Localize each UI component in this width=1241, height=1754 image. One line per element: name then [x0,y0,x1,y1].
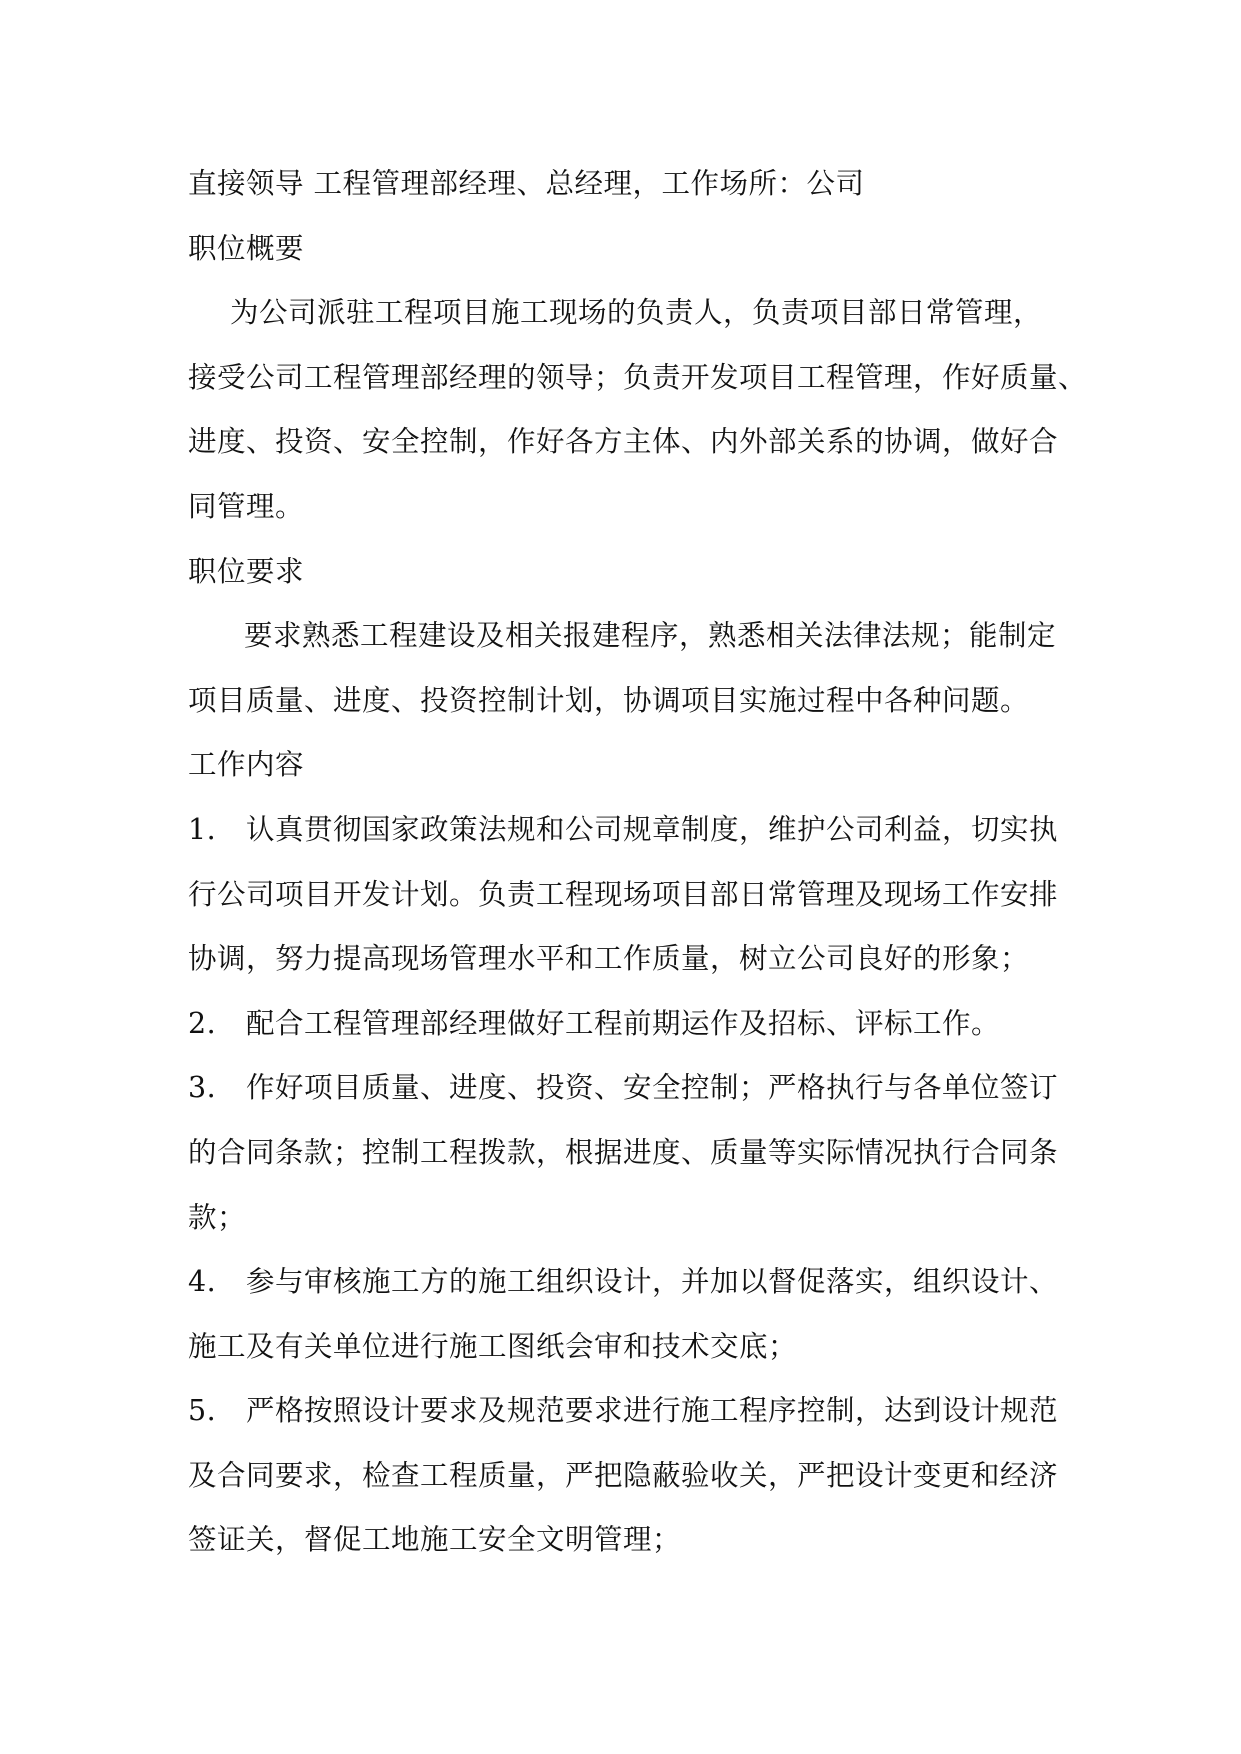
duty-text: 配合工程管理部经理做好工程前期运作及招标、评标工作。 [246,1006,1001,1040]
section-heading-requirements: 职位要求 [188,554,305,588]
item-number: 1. [188,812,217,846]
item-number: 4. [188,1265,217,1299]
item-number: 2. [188,1006,217,1040]
duty-item-3 [188,1056,1068,1121]
section-heading-duties: 工作内容 [188,748,305,782]
summary-paragraph-line: 接受公司工程管理部经理的领导；负责开发项目工程管理，作好质量、 [188,360,1088,394]
duty-item-1-continued: 行公司项目开发计划。负责工程现场项目部日常管理及现场工作安排 [188,877,1059,911]
section-heading-summary: 职位概要 [188,231,305,265]
item-number: 5. [188,1394,217,1428]
duty-item-3-continued: 款； [188,1200,247,1234]
duty-text: 认真贯彻国家政策法规和公司规章制度，维护公司利益，切实执 [246,812,1059,846]
duty-item-3-continued: 的合同条款；控制工程拨款，根据进度、质量等实际情况执行合同条 [188,1135,1059,1169]
duty-text: 作好项目质量、进度、投资、安全控制；严格执行与各单位签订 [246,1071,1059,1105]
item-number: 3. [188,1071,217,1105]
summary-paragraph-line: 同管理。 [188,489,305,523]
duty-item-4-continued: 施工及有关单位进行施工图纸会审和技术交底； [188,1329,798,1363]
duty-item-5 [188,1379,1068,1444]
duty-text: 严格按照设计要求及规范要求进行施工程序控制，达到设计规范 [246,1394,1059,1428]
reporting-line: 直接领导 工程管理部经理、总经理，工作场所：公司 [188,167,865,200]
duty-item-4 [188,1250,1068,1315]
duty-item-5-continued: 及合同要求，检查工程质量，严把隐蔽验收关，严把设计变更和经济 [188,1458,1059,1492]
duty-item-2 [188,992,1068,1057]
document-body [188,152,1088,1573]
duty-item-1-continued: 协调，努力提高现场管理水平和工作质量，树立公司良好的形象； [188,942,1030,976]
duty-item-5-continued: 签证关，督促工地施工安全文明管理； [188,1523,682,1557]
duty-item-1 [188,798,1068,863]
duty-text: 参与审核施工方的施工组织设计，并加以督促落实，组织设计、 [246,1265,1059,1299]
requirements-paragraph-line: 要求熟悉工程建设及相关报建程序，熟悉相关法律法规；能制定 [244,619,1057,653]
summary-paragraph-line: 进度、投资、安全控制，作好各方主体、内外部关系的协调，做好合 [188,425,1059,459]
summary-paragraph-line: 为公司派驻工程项目施工现场的负责人，负责项目部日常管理， [230,296,1043,330]
requirements-paragraph-line: 项目质量、进度、投资控制计划，协调项目实施过程中各种问题。 [188,683,1030,717]
